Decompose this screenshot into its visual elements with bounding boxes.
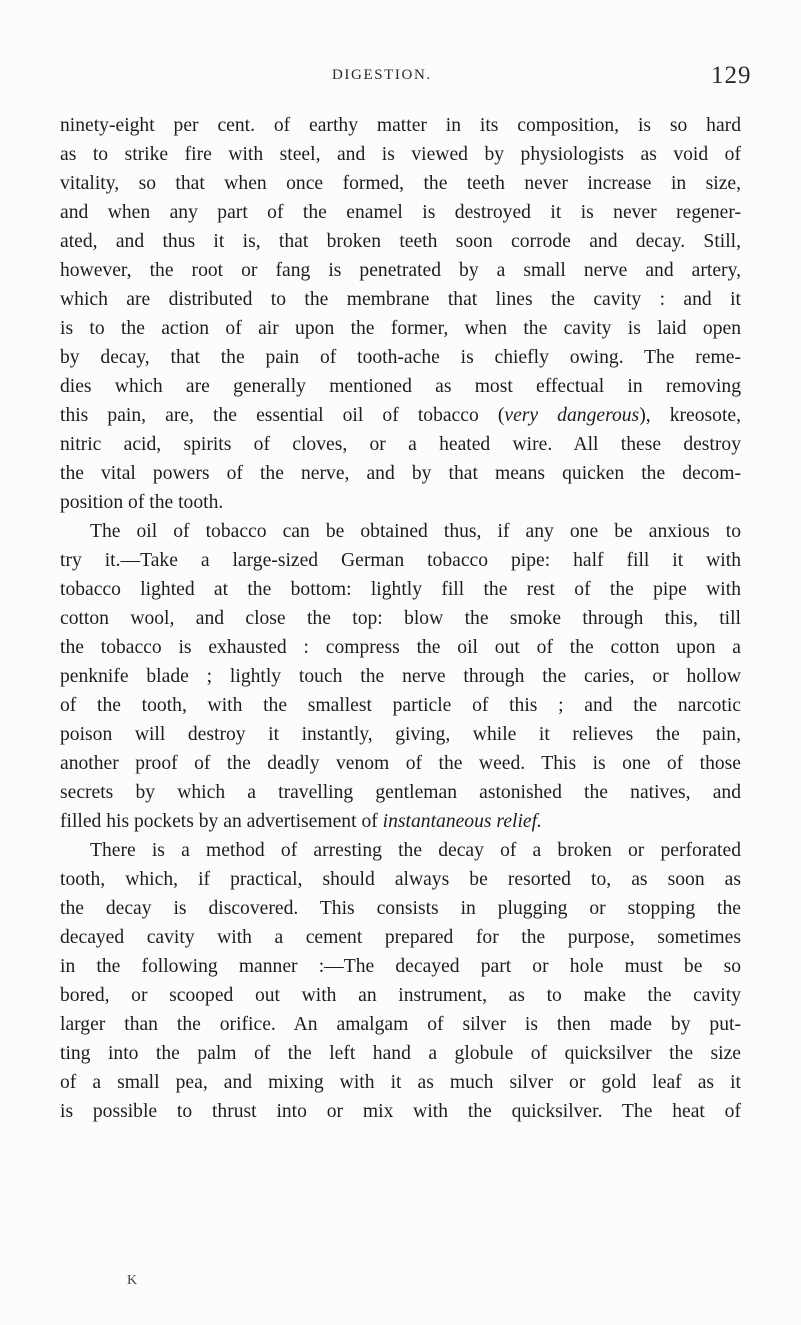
text-line: dies which are generally mentioned as most effectual in removing	[60, 376, 741, 397]
body-text	[60, 111, 741, 1126]
text-line: another proof of the deadly venom of the weed. This is one of those	[60, 753, 741, 774]
text-line: larger than the orifice. An amalgam of silver is then made by put-	[60, 1014, 741, 1035]
text-line: which are distributed to the membrane that lines the cavity : and it	[60, 289, 741, 310]
text-line: bored, or scooped out with an instrument, as to make the cavity	[60, 985, 741, 1006]
text-line: the decay is discovered. This consists in plugging or stopping the	[60, 898, 741, 919]
text-line-start: this pain, are, the essential oil of tobacco (	[60, 405, 505, 426]
text-line: try it.—Take a large-sized German tobacco pipe: half fill it with	[60, 550, 741, 571]
text-line: tooth, which, if practical, should always be resorted to, as soon as	[60, 869, 741, 890]
text-line: nitric acid, spirits of cloves, or a heated wire. All these destroy	[60, 434, 741, 455]
signature-mark: K	[127, 1273, 139, 1288]
text-line: ninety-eight per cent. of earthy matter in its composition, is so hard	[60, 115, 741, 136]
text-line: position of the tooth.	[60, 492, 224, 513]
page-number: 129	[711, 62, 752, 89]
italic-phrase: very dangerous	[504, 405, 640, 426]
text-line: as to strike fire with steel, and is viewed by physiologists as void of	[60, 144, 741, 165]
text-line: poison will destroy it instantly, giving, while it relieves the pain,	[60, 724, 741, 745]
text-line: the vital powers of the nerve, and by that means quicken the decom-	[60, 463, 741, 484]
text-line: the tobacco is exhausted : compress the oil out of the cotton upon a	[60, 637, 741, 658]
text-line: secrets by which a travelling gentleman astonished the natives, and	[60, 782, 741, 803]
text-line: by decay, that the pain of tooth-ache is chiefly owing. The reme-	[60, 347, 741, 368]
text-line: decayed cavity with a cement prepared for the purpose, sometimes	[60, 927, 741, 948]
text-line: cotton wool, and close the top: blow the smoke through this, till	[60, 608, 741, 629]
text-line: vitality, so that when once formed, the teeth never increase in size,	[60, 173, 741, 194]
text-line: The oil of tobacco can be obtained thus, if any one be anxious to	[90, 521, 741, 542]
text-line: however, the root or fang is penetrated by a small nerve and artery,	[60, 260, 741, 281]
text-line	[60, 401, 741, 430]
text-line: is possible to thrust into or mix with the quicksilver. The heat of	[60, 1101, 741, 1122]
text-line: in the following manner :—The decayed part or hole must be so	[60, 956, 741, 977]
text-line: ated, and thus it is, that broken teeth soon corrode and decay. Still,	[60, 231, 741, 252]
page-header	[0, 62, 801, 92]
text-line: penknife blade ; lightly touch the nerve through the caries, or hollow	[60, 666, 741, 687]
text-line: of the tooth, with the smallest particle of this ; and the narcotic	[60, 695, 741, 716]
text-line	[60, 807, 741, 836]
text-line-start: filled his pockets by an advertisement of	[60, 811, 383, 832]
text-line: ting into the palm of the left hand a globule of quicksilver the size	[60, 1043, 741, 1064]
italic-phrase: instantaneous relief.	[382, 811, 542, 832]
text-line: of a small pea, and mixing with it as much silver or gold leaf as it	[60, 1072, 741, 1093]
text-line-end: ), kreosote,	[639, 405, 741, 426]
running-head: DIGESTION.	[332, 67, 432, 83]
text-line: is to the action of air upon the former, when the cavity is laid open	[60, 318, 741, 339]
text-line: and when any part of the enamel is destroyed it is never regener-	[60, 202, 741, 223]
text-line: tobacco lighted at the bottom: lightly fill the rest of the pipe with	[60, 579, 741, 600]
text-line: There is a method of arresting the decay of a broken or perforated	[90, 840, 741, 861]
